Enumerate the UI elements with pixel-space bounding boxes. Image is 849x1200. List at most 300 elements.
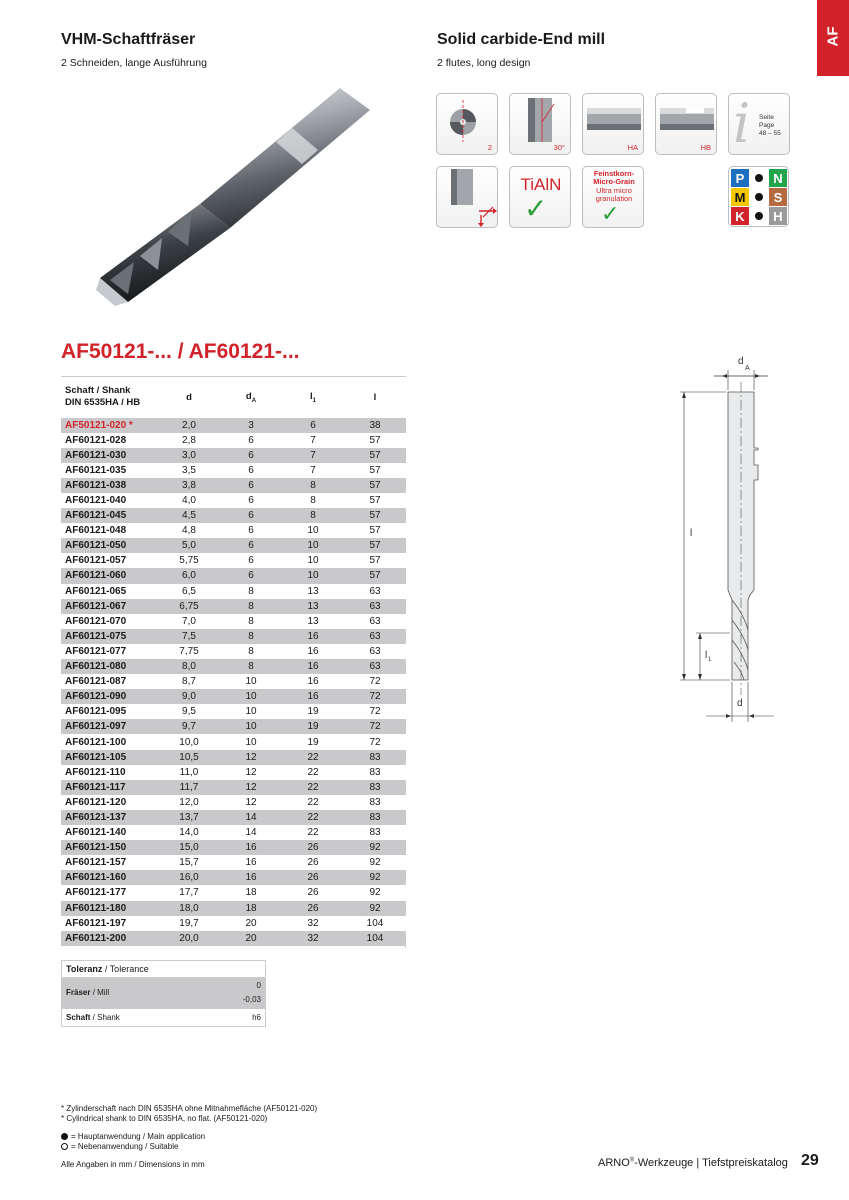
drawing-da-label: d xyxy=(738,356,744,367)
cell-l: 83 xyxy=(344,780,406,795)
cell-d: 6,75 xyxy=(158,599,220,614)
table-row xyxy=(61,553,406,568)
cell-d: 16,0 xyxy=(158,870,220,885)
cell-code: AF60121-087 xyxy=(61,674,158,689)
cell-da: 8 xyxy=(220,644,282,659)
cell-l: 83 xyxy=(344,795,406,810)
table-header-row xyxy=(61,377,406,418)
cell-l: 72 xyxy=(344,704,406,719)
cell-da: 8 xyxy=(220,614,282,629)
tolerance-row-shank xyxy=(62,1009,265,1026)
cell-code: AF60121-120 xyxy=(61,795,158,810)
header-shank-en: DIN 6535HA / HB xyxy=(65,397,141,409)
cell-da: 10 xyxy=(220,674,282,689)
cell-d: 9,0 xyxy=(158,689,220,704)
cell-d: 11,7 xyxy=(158,780,220,795)
cell-da: 20 xyxy=(220,931,282,946)
cell-da: 20 xyxy=(220,916,282,931)
grain-desc-1: Ultra micro xyxy=(596,186,632,195)
cell-l1: 7 xyxy=(282,433,344,448)
table-row xyxy=(61,870,406,885)
tolerance-mill-upper: 0 xyxy=(256,981,261,990)
cell-l: 57 xyxy=(344,508,406,523)
cell-l1: 16 xyxy=(282,674,344,689)
cell-da: 6 xyxy=(220,433,282,448)
material-dot-pn xyxy=(750,169,768,187)
cell-l: 72 xyxy=(344,689,406,704)
cell-l: 57 xyxy=(344,538,406,553)
footnote-de: * Zylinderschaft nach DIN 6535HA ohne Mitnahmefläche (AF50121-020) xyxy=(61,1104,318,1113)
cell-code: AF50121-020 * xyxy=(61,418,158,433)
tolerance-shank-de: Schaft xyxy=(66,1013,91,1022)
cell-l: 92 xyxy=(344,870,406,885)
cell-d: 12,0 xyxy=(158,795,220,810)
cell-l: 92 xyxy=(344,885,406,900)
cell-da: 6 xyxy=(220,523,282,538)
cell-da: 6 xyxy=(220,508,282,523)
info-glyph: i xyxy=(733,93,751,155)
cell-code: AF60121-045 xyxy=(61,508,158,523)
cell-l1: 10 xyxy=(282,523,344,538)
cell-da: 14 xyxy=(220,825,282,840)
cell-l1: 8 xyxy=(282,478,344,493)
dimensions-note: Alle Angaben in mm / Dimensions in mm xyxy=(61,1160,205,1169)
cell-code: AF60121-075 xyxy=(61,629,158,644)
cell-l1: 16 xyxy=(282,659,344,674)
cell-d: 3,0 xyxy=(158,448,220,463)
drawing-l1-label: l xyxy=(705,650,708,661)
table-row xyxy=(61,901,406,916)
header-shank-de: Schaft / Shank xyxy=(65,385,131,397)
cell-d: 9,5 xyxy=(158,704,220,719)
shank-hb-label: HB xyxy=(700,143,711,152)
table-row xyxy=(61,931,406,946)
cell-l1: 32 xyxy=(282,916,344,931)
table-row xyxy=(61,916,406,931)
table-row xyxy=(61,840,406,855)
cell-l: 83 xyxy=(344,765,406,780)
table-row xyxy=(61,508,406,523)
cell-d: 6,0 xyxy=(158,568,220,583)
info-icon[interactable] xyxy=(728,93,790,155)
header-l1 xyxy=(282,377,344,418)
table-row xyxy=(61,418,406,433)
cell-da: 12 xyxy=(220,750,282,765)
cell-code: AF60121-070 xyxy=(61,614,158,629)
cell-l: 57 xyxy=(344,478,406,493)
main-application-dot-icon xyxy=(755,193,763,201)
cell-code: AF60121-177 xyxy=(61,885,158,900)
coating-label: TiAlN xyxy=(520,175,562,194)
tolerance-title xyxy=(62,961,265,978)
header-l1-main: l xyxy=(310,390,313,402)
cell-d: 7,5 xyxy=(158,629,220,644)
cell-l: 92 xyxy=(344,840,406,855)
cell-l: 63 xyxy=(344,629,406,644)
cell-l1: 13 xyxy=(282,584,344,599)
table-row xyxy=(61,433,406,448)
cell-l: 72 xyxy=(344,719,406,734)
cell-da: 18 xyxy=(220,885,282,900)
header-da xyxy=(220,377,282,418)
cell-da: 14 xyxy=(220,810,282,825)
table-row xyxy=(61,523,406,538)
cell-l1: 22 xyxy=(282,810,344,825)
coating-icon xyxy=(509,166,571,228)
cell-l: 92 xyxy=(344,855,406,870)
cell-l: 63 xyxy=(344,599,406,614)
cell-code: AF60121-060 xyxy=(61,568,158,583)
cell-l1: 10 xyxy=(282,568,344,583)
material-k: K xyxy=(731,207,749,225)
footnote-en: * Cylindrical shank to DIN 6535HA, no flat. (AF50121-020) xyxy=(61,1114,268,1123)
cell-l1: 16 xyxy=(282,629,344,644)
filled-circle-icon xyxy=(61,1133,68,1140)
catalog-brand xyxy=(598,1157,788,1169)
cell-da: 3 xyxy=(220,418,282,433)
cell-da: 10 xyxy=(220,719,282,734)
cell-l: 63 xyxy=(344,644,406,659)
table-row xyxy=(61,568,406,583)
cell-l: 72 xyxy=(344,734,406,749)
material-s: S xyxy=(769,188,787,206)
table-row xyxy=(61,629,406,644)
cell-l: 72 xyxy=(344,674,406,689)
tolerance-row-mill xyxy=(62,978,265,1009)
material-n: N xyxy=(769,169,787,187)
header-da-sub: A xyxy=(251,397,257,404)
cell-code: AF60121-067 xyxy=(61,599,158,614)
grain-title-de: Feinstkorn- xyxy=(593,169,635,178)
cell-code: AF60121-105 xyxy=(61,750,158,765)
cell-code: AF60121-035 xyxy=(61,463,158,478)
cell-da: 8 xyxy=(220,584,282,599)
tolerance-shank-value: h6 xyxy=(252,1013,261,1022)
cell-da: 6 xyxy=(220,463,282,478)
cell-d: 9,7 xyxy=(158,719,220,734)
cell-d: 2,8 xyxy=(158,433,220,448)
cell-da: 10 xyxy=(220,734,282,749)
cell-d: 18,0 xyxy=(158,901,220,916)
cell-code: AF60121-180 xyxy=(61,901,158,916)
shank-ha-label: HA xyxy=(627,143,638,152)
grain-title xyxy=(586,170,642,186)
cell-l1: 22 xyxy=(282,765,344,780)
cell-code: AF60121-080 xyxy=(61,659,158,674)
info-page-ref xyxy=(759,114,789,138)
grain-title-en: Micro-Grain xyxy=(593,177,635,186)
cell-da: 8 xyxy=(220,629,282,644)
cell-da: 16 xyxy=(220,870,282,885)
brand-catalog: -Werkzeuge | Tiefstpreiskatalog xyxy=(634,1157,788,1169)
table-row xyxy=(61,659,406,674)
cell-da: 6 xyxy=(220,553,282,568)
table-row xyxy=(61,885,406,900)
cell-l1: 16 xyxy=(282,644,344,659)
cell-l1: 13 xyxy=(282,614,344,629)
cell-da: 12 xyxy=(220,765,282,780)
cell-d: 19,7 xyxy=(158,916,220,931)
cell-code: AF60121-100 xyxy=(61,734,158,749)
table-row xyxy=(61,765,406,780)
cell-l: 63 xyxy=(344,584,406,599)
table-row xyxy=(61,584,406,599)
table-row xyxy=(61,463,406,478)
page-number: 29 xyxy=(801,1152,819,1169)
tolerance-title-en: / Tolerance xyxy=(102,964,149,974)
shank-hb-icon xyxy=(655,93,717,155)
table-row xyxy=(61,674,406,689)
cell-l: 83 xyxy=(344,810,406,825)
cell-code: AF60121-050 xyxy=(61,538,158,553)
subtitle-german: 2 Schneiden, lange Ausführung xyxy=(61,57,207,69)
header-l1-sub: 1 xyxy=(312,397,316,404)
cell-d: 8,0 xyxy=(158,659,220,674)
legend-main xyxy=(61,1132,205,1142)
table-row xyxy=(61,538,406,553)
cell-code: AF60121-040 xyxy=(61,493,158,508)
cell-l1: 22 xyxy=(282,780,344,795)
cell-da: 6 xyxy=(220,448,282,463)
helix-angle-icon xyxy=(509,93,571,155)
drawing-l1-sub: 1 xyxy=(708,657,712,663)
cell-l: 57 xyxy=(344,463,406,478)
tolerance-mill-label xyxy=(66,988,109,997)
cell-da: 18 xyxy=(220,901,282,916)
cell-l: 104 xyxy=(344,931,406,946)
cell-code: AF60121-137 xyxy=(61,810,158,825)
cell-code: AF60121-038 xyxy=(61,478,158,493)
table-row xyxy=(61,795,406,810)
cell-code: AF60121-028 xyxy=(61,433,158,448)
cell-d: 10,0 xyxy=(158,734,220,749)
material-dot-ms xyxy=(750,188,768,206)
cell-d: 11,0 xyxy=(158,765,220,780)
cell-da: 6 xyxy=(220,538,282,553)
cell-d: 10,5 xyxy=(158,750,220,765)
cell-da: 8 xyxy=(220,599,282,614)
cell-da: 6 xyxy=(220,493,282,508)
cell-code: AF60121-117 xyxy=(61,780,158,795)
main-application-dot-icon xyxy=(755,174,763,182)
cell-d: 5,75 xyxy=(158,553,220,568)
tolerance-shank-label xyxy=(66,1013,120,1022)
cell-code: AF60121-200 xyxy=(61,931,158,946)
brand-reg: ® xyxy=(629,1157,635,1164)
cell-da: 16 xyxy=(220,855,282,870)
cell-code: AF60121-065 xyxy=(61,584,158,599)
shank-ha-icon xyxy=(582,93,644,155)
header-da-main: d xyxy=(245,390,252,402)
section-tab-label: AF xyxy=(824,26,842,47)
cell-d: 3,8 xyxy=(158,478,220,493)
header-l: l xyxy=(344,377,406,418)
cell-code: AF60121-090 xyxy=(61,689,158,704)
coating-check-icon: ✓ xyxy=(524,193,548,224)
table-row xyxy=(61,734,406,749)
subtitle-english: 2 flutes, long design xyxy=(437,57,531,69)
cell-d: 6,5 xyxy=(158,584,220,599)
cell-l1: 7 xyxy=(282,448,344,463)
table-row xyxy=(61,599,406,614)
info-page-label: Seite Page xyxy=(759,114,775,129)
cell-l1: 13 xyxy=(282,599,344,614)
cell-l1: 10 xyxy=(282,538,344,553)
cell-l1: 8 xyxy=(282,508,344,523)
cell-l: 83 xyxy=(344,750,406,765)
table-row xyxy=(61,493,406,508)
cell-l1: 16 xyxy=(282,689,344,704)
cell-l: 57 xyxy=(344,448,406,463)
cell-l1: 19 xyxy=(282,719,344,734)
section-tab xyxy=(817,0,849,76)
tolerance-mill-en: / Mill xyxy=(90,988,110,997)
material-matrix xyxy=(728,166,789,227)
cell-da: 10 xyxy=(220,704,282,719)
grain-check-icon: ✓ xyxy=(601,201,620,226)
cell-l: 63 xyxy=(344,659,406,674)
legend-main-text: = Hauptanwendung / Main application xyxy=(71,1132,206,1141)
table-row xyxy=(61,719,406,734)
grain-desc-2: granulation xyxy=(595,194,633,203)
cell-l: 57 xyxy=(344,568,406,583)
cell-l1: 26 xyxy=(282,885,344,900)
cell-code: AF60121-030 xyxy=(61,448,158,463)
cell-l1: 7 xyxy=(282,463,344,478)
cell-l1: 6 xyxy=(282,418,344,433)
cell-code: AF60121-157 xyxy=(61,855,158,870)
table-row xyxy=(61,644,406,659)
cell-l1: 22 xyxy=(282,795,344,810)
legend xyxy=(61,1132,205,1152)
cell-da: 16 xyxy=(220,840,282,855)
cell-da: 6 xyxy=(220,478,282,493)
clamping-icon xyxy=(436,166,498,228)
cell-d: 4,0 xyxy=(158,493,220,508)
product-code-heading: AF50121-... / AF60121-... xyxy=(61,340,300,363)
table-row xyxy=(61,825,406,840)
cell-d: 3,5 xyxy=(158,463,220,478)
title-german: VHM-Schaftfräser xyxy=(61,31,196,48)
footnote-shank xyxy=(61,1104,317,1124)
tolerance-mill-lower: -0,03 xyxy=(242,995,261,1004)
cell-d: 4,8 xyxy=(158,523,220,538)
table-row xyxy=(61,614,406,629)
end-mill-drawing xyxy=(670,350,810,730)
table-row xyxy=(61,448,406,463)
cell-l1: 26 xyxy=(282,855,344,870)
end-mill-photo xyxy=(70,80,400,330)
cell-l: 38 xyxy=(344,418,406,433)
cell-l1: 26 xyxy=(282,870,344,885)
cell-l: 104 xyxy=(344,916,406,931)
cell-l: 83 xyxy=(344,825,406,840)
cell-da: 12 xyxy=(220,780,282,795)
brand-name: ARNO xyxy=(598,1157,630,1169)
title-english: Solid carbide-End mill xyxy=(437,31,606,48)
cell-l: 57 xyxy=(344,433,406,448)
material-dot-kh xyxy=(750,207,768,225)
table-row xyxy=(61,780,406,795)
cell-l1: 32 xyxy=(282,931,344,946)
cell-d: 7,75 xyxy=(158,644,220,659)
helix-angle-value: 30° xyxy=(553,143,565,152)
cell-code: AF60121-197 xyxy=(61,916,158,931)
flutes-icon xyxy=(436,93,498,155)
legend-suitable-text: = Nebenanwendung / Suitable xyxy=(71,1142,179,1151)
cell-d: 15,7 xyxy=(158,855,220,870)
table-row xyxy=(61,478,406,493)
drawing-d-label: d xyxy=(737,698,743,709)
cell-d: 5,0 xyxy=(158,538,220,553)
cell-l: 57 xyxy=(344,493,406,508)
cell-code: AF60121-110 xyxy=(61,765,158,780)
cell-d: 15,0 xyxy=(158,840,220,855)
cell-da: 12 xyxy=(220,795,282,810)
cell-l1: 26 xyxy=(282,840,344,855)
cell-l1: 22 xyxy=(282,825,344,840)
material-m: M xyxy=(731,188,749,206)
cell-d: 20,0 xyxy=(158,931,220,946)
cell-d: 14,0 xyxy=(158,825,220,840)
cell-l1: 8 xyxy=(282,493,344,508)
tolerance-mill-de: Fräser xyxy=(66,988,91,997)
material-p: P xyxy=(731,169,749,187)
cell-d: 2,0 xyxy=(158,418,220,433)
table-row xyxy=(61,750,406,765)
cell-l: 57 xyxy=(344,553,406,568)
table-row xyxy=(61,689,406,704)
flutes-count: 2 xyxy=(487,143,492,152)
cell-code: AF60121-140 xyxy=(61,825,158,840)
open-circle-icon xyxy=(61,1143,68,1150)
drawing-l-label: l xyxy=(690,528,693,539)
cell-da: 10 xyxy=(220,689,282,704)
tolerance-shank-en: / Shank xyxy=(90,1013,120,1022)
micro-grain-icon xyxy=(582,166,644,228)
cell-d: 7,0 xyxy=(158,614,220,629)
cell-code: AF60121-150 xyxy=(61,840,158,855)
cell-code: AF60121-095 xyxy=(61,704,158,719)
header-d: d xyxy=(158,377,220,418)
header-shank xyxy=(61,377,158,418)
cell-l1: 19 xyxy=(282,704,344,719)
table-row xyxy=(61,810,406,825)
drawing-da-sub: A xyxy=(745,365,750,372)
cell-code: AF60121-160 xyxy=(61,870,158,885)
cell-d: 8,7 xyxy=(158,674,220,689)
tolerance-title-de: Toleranz xyxy=(66,964,103,974)
cell-l1: 19 xyxy=(282,734,344,749)
info-page-range: 48 – 55 xyxy=(759,130,781,137)
cell-da: 6 xyxy=(220,568,282,583)
cell-l: 63 xyxy=(344,614,406,629)
cell-l1: 26 xyxy=(282,901,344,916)
cell-code: AF60121-048 xyxy=(61,523,158,538)
dimension-table xyxy=(61,376,406,946)
cell-code: AF60121-057 xyxy=(61,553,158,568)
legend-suitable xyxy=(61,1142,205,1152)
table-row xyxy=(61,855,406,870)
cell-code: AF60121-097 xyxy=(61,719,158,734)
cell-d: 13,7 xyxy=(158,810,220,825)
tolerance-table xyxy=(61,960,266,1027)
cell-l: 57 xyxy=(344,523,406,538)
cell-d: 17,7 xyxy=(158,885,220,900)
cell-l: 92 xyxy=(344,901,406,916)
cell-l1: 10 xyxy=(282,553,344,568)
material-h: H xyxy=(769,207,787,225)
